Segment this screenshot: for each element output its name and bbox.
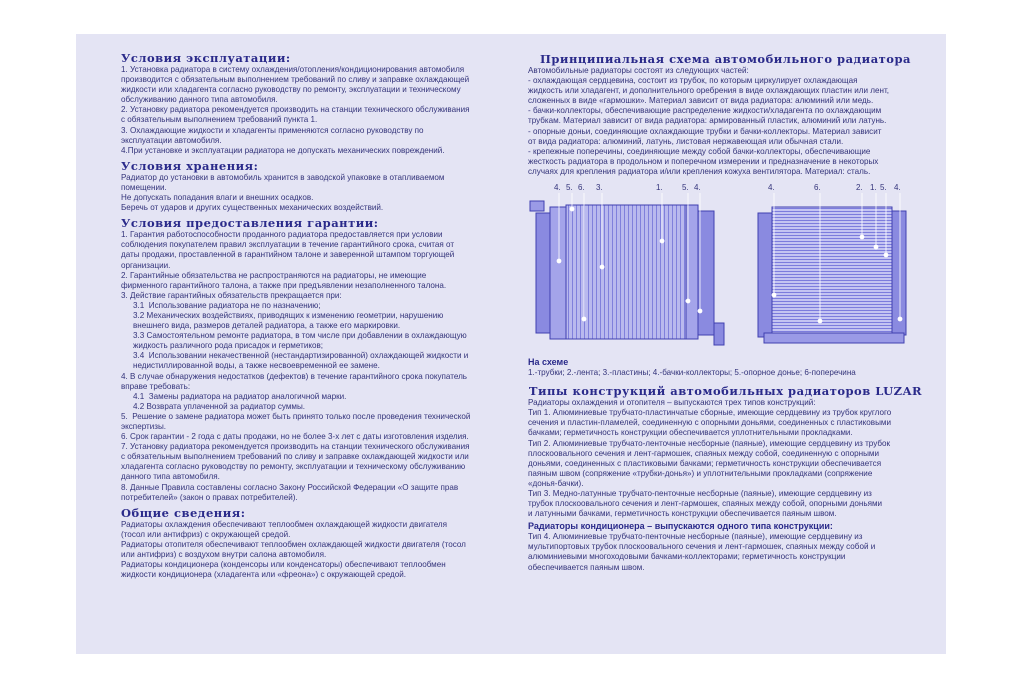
radiator-right (758, 207, 906, 343)
radiator-diagram (528, 183, 923, 355)
text-line: данного типа автомобиля. (121, 472, 220, 482)
text-line: даты продажи, проставленной в гарантийном талоне и заверенной штампом торгующей (121, 250, 455, 260)
text-line: мультипортовых трубок плоскоовального сечения и лент-гармошек, спаяных между собой и (528, 542, 876, 552)
leaflet-sheet (76, 34, 946, 654)
right-column (528, 52, 923, 573)
text-line: бачками; герметичность конструкции обеспечивается уплотнительными прокладками. (528, 428, 853, 438)
text-line: 7. Установку радиатора рекомендуется производить на станции технического обслуживания (121, 442, 470, 452)
left-column (121, 50, 526, 583)
text-line: - крепежные поперечины, соединяющие между собой бачки-коллекторы, обеспечивающие (528, 146, 871, 156)
text-line: Радиаторы отопителя обеспечивают теплообмен охлаждающей жидкости двигателя (тосол (121, 539, 466, 549)
text-line: - опорные доньи, соединяющие охлаждающие трубки и бачки-коллекторы. Материал зависит (528, 126, 882, 136)
text-line: обеспечивается паяным швом. (528, 562, 645, 572)
section-title: Условия эксплуатации: (121, 51, 291, 65)
text-line: от вида радиатора: алюминий, латунь, листовая нержавеющая или обычная стали. (528, 136, 844, 146)
text-line: случаях для крепления радиатора и/или крепления кожуха вентилятора. Материал: сталь. (528, 166, 871, 176)
text-line: жидкость различного рода присадок и герметиков; (133, 341, 324, 351)
text-line: с обязательным выполнением требований пункта 1. (121, 115, 318, 125)
text-line: потребителей» (закон о правах потребителей). (121, 492, 298, 502)
diagram-label: 4. (768, 183, 775, 193)
text-line: сечения и пластин-пламелей, соединенную с опорными доньями, соединенных с пластиковыми (528, 418, 891, 428)
text-line: плоскоовального сечения и лент-гармошек, спаяных между собой, соединенную с опорными (528, 448, 880, 458)
text-line: Радиаторы кондиционера (конденсоры или конденсаторы) обеспечивают теплообмен (121, 560, 446, 570)
text-line: 4. В случае обнаружения недостатков (дефектов) в течение гарантийного срока покупатель (121, 371, 468, 381)
section (121, 216, 526, 503)
text-line: 6. Срок гарантии - 2 года с даты продажи, но не более 3-х лет с даты изготовления изделия. (121, 432, 469, 442)
types-text (528, 398, 923, 519)
diagram-label: 4. (894, 183, 901, 193)
diagram-label: 4. (554, 183, 561, 193)
text-line: 8. Данные Правила составлены согласно Закону Российской Федерации «О защите прав (121, 482, 459, 492)
legend-title: На схеме (528, 357, 569, 368)
section-title: Условия предоставления гарантии: (121, 216, 379, 231)
diagram-label: 2. (856, 183, 863, 193)
text-line: Радиатор до установки в автомобиль хранится в заводской упаковке в отапливаемом (121, 172, 445, 182)
diagram-label: 3. (596, 183, 603, 193)
text-line: производится с обязательным выполнением требований по сливу и заправке охлаждающей (121, 75, 470, 85)
text-line: 3. Охлаждающие жидкости и хладагенты применяются согласно руководству по (121, 125, 424, 135)
text-line: 4.При установке и эксплуатации радиатора не допускать механических повреждений. (121, 145, 445, 155)
types-title: Типы конструкций автомобильных радиаторов LUZAR (528, 384, 923, 399)
diagram-label: 5. (880, 183, 887, 193)
text-line: 3.3 Самостоятельном ремонте радиатора, в том числе при добавлении в охлаждающую (133, 331, 467, 341)
text-line: 3.4 Использовании некачественной (нестандартизированной) охлаждающей жидкости и (133, 351, 469, 361)
section (121, 506, 526, 581)
text-line: 1. Гарантия работоспособности проданного радиатора предоставляется при условии (121, 230, 443, 240)
text-line: Тип 3. Медно-латунные трубчато-пенточные несборные (паяные), имеющие сердцевину из (528, 488, 872, 498)
text-line: 3.2 Механических воздействиях, приводящих к изменению геометрии, нарушению (133, 310, 444, 320)
text-line: 3. Действие гарантийных обязательств прекращается при: (121, 290, 342, 300)
text-line: или антифриз) с воздухом внутри салона автомобиля. (121, 550, 327, 560)
text-line: Радиаторы охлаждения обеспечивают теплообмен охлаждающей жидкости двигателя (121, 519, 448, 529)
text-line: 4.1 Замены радиатора на радиатор аналогичной марки. (133, 391, 347, 401)
text-line: - охлаждающая сердцевина, состоит из трубок, по которым циркулирует охлаждающая (528, 76, 858, 86)
text-line: жидкость или хладагент, и дополнительного оребрения в виде охлаждающих пластин или лент, (528, 86, 890, 96)
text-line: 5. Решение о замене радиатора может быть принято только после проведения технической (121, 411, 471, 421)
text-line: 3.1 Использование радиатора не по назначению; (133, 300, 321, 310)
text-line: Тип 1. Алюминиевые трубчато-пластинчатые сборные, имеющие сердцевину из трубок круглого (528, 408, 892, 418)
diagram-label: 6. (578, 183, 585, 193)
section (121, 51, 526, 156)
text-line: соблюдения покупателем правил эксплуатации в течение гарантийного срока, считая от (121, 240, 455, 250)
text-line: 1. Установка радиатора в систему охлаждения/отопления/кондиционирования автомобиля (121, 65, 465, 74)
text-line: экспертизы. (121, 422, 167, 431)
text-line: помещении. (121, 182, 167, 192)
diagram-label: 5. (566, 183, 573, 193)
text-line: Тип 2. Алюминиевые трубчато-ленточные несборные (паяные), имеющие сердцевину из трубок (528, 438, 891, 448)
text-line: эксплуатации автомобиля. (121, 135, 222, 145)
text-line: (тосол или антифриз) с окружающей средой. (121, 529, 291, 539)
scheme-text (528, 66, 923, 177)
section-title: Общие сведения: (121, 505, 246, 520)
text-line: вправе требовать: (121, 381, 191, 391)
diagram-label: 1. (870, 183, 877, 193)
text-line: недистиллированной воды, а также несвоевременной ее замене. (133, 361, 380, 371)
text-line: Тип 4. Алюминиевые трубчато-пенточные несборные (паяные), имеющие сердцевину из (528, 532, 863, 542)
text-line: трубкам. Материал зависит от вида радиатора: армированный пластик, алюминий или латунь. (528, 116, 887, 126)
text-line: паяным швом (сопряжение «трубки-донья») и уплотнительными прокладками (сопряжение (528, 468, 873, 478)
text-line: жесткость радиатора в продольном и поперечном измерении и предназначение в некоторых (528, 156, 879, 166)
text-line: внешнего вида, размеров деталей радиатора, а также его маркировки. (133, 321, 401, 331)
text-line: 4.2 Возврата уплаченной за радиатор суммы. (133, 401, 306, 411)
radiator-illustration (528, 183, 923, 355)
text-line: фирменного гарантийного талона, а также при предъявлении незаполненного талона. (121, 280, 447, 290)
text-line: жидкости или хладагента согласно руководству по ремонту, эксплуатации и техническому (121, 85, 461, 95)
text-line: Автомобильные радиаторы состоят из следующих частей: (528, 66, 749, 75)
diagram-label: 5. (682, 183, 689, 193)
section (121, 159, 526, 213)
text-line: с обязательным выполнением требований по сливу и заправке охлаждающей жидкости или (121, 452, 469, 462)
scheme-title: Принципиальная схема автомобильного радиатора (540, 52, 911, 66)
diagram-label: 1. (656, 183, 663, 193)
text-line: жидкости кондиционера (хладагента или «фреона») с окружающей средой. (121, 570, 407, 580)
diagram-label: 4. (694, 183, 701, 193)
text-line: 2. Гарантийные обязательства не распространяются на радиаторы, не имеющие (121, 270, 427, 280)
text-line: сложенных в виде «гармошки». Материал зависит от вида радиатора: алюминий или медь. (528, 96, 874, 106)
text-line: Беречь от ударов и других существенных механических воздействий. (121, 203, 384, 213)
ac-title: Радиаторы кондиционера – выпускаются одного типа конструкции: (528, 521, 833, 532)
text-line: Не допускать попадания влаги и внешних осадков. (121, 193, 314, 203)
text-line: организации. (121, 260, 171, 270)
legend-text: 1.-трубки; 2.-лента; 3.-пластины; 4.-бачки-коллекторы; 5.-опорное донье; 6-поперечина (528, 368, 856, 378)
text-line: хладагента согласно руководству по ремонту, эксплуатации и техническому обслуживанию (121, 462, 466, 472)
text-line: Радиаторы охлаждения и отопителя – выпускаются трех типов конструкций: (528, 398, 816, 408)
text-line: трубок плоскоовального сечения и лент-гармошек, спаяных между собой, опорными доньями (528, 499, 883, 509)
text-line: «донья-бачки). (528, 478, 584, 488)
text-line: и латунными бачками, герметичность конструкции обеспечивается паяным швом. (528, 509, 837, 519)
diagram-label: 6. (814, 183, 821, 193)
text-line: обслуживанию данного типа автомобиля. (121, 95, 278, 105)
ac-text (528, 532, 923, 572)
text-line: - бачки-коллекторы, обеспечивающие распределение жидкости/хладагента по охлаждающим (528, 106, 882, 116)
text-line: 2. Установку радиатора рекомендуется производить на станции технического обслуживания (121, 105, 470, 115)
text-line: доньями, соединенных с пластиковыми бачками; герметичность конструкции обеспечивается (528, 458, 882, 468)
text-line: алюминиевыми многоходовыми бачками-коллекторами; герметичность конструкции (528, 552, 846, 562)
section-title: Условия хранения: (121, 158, 259, 173)
